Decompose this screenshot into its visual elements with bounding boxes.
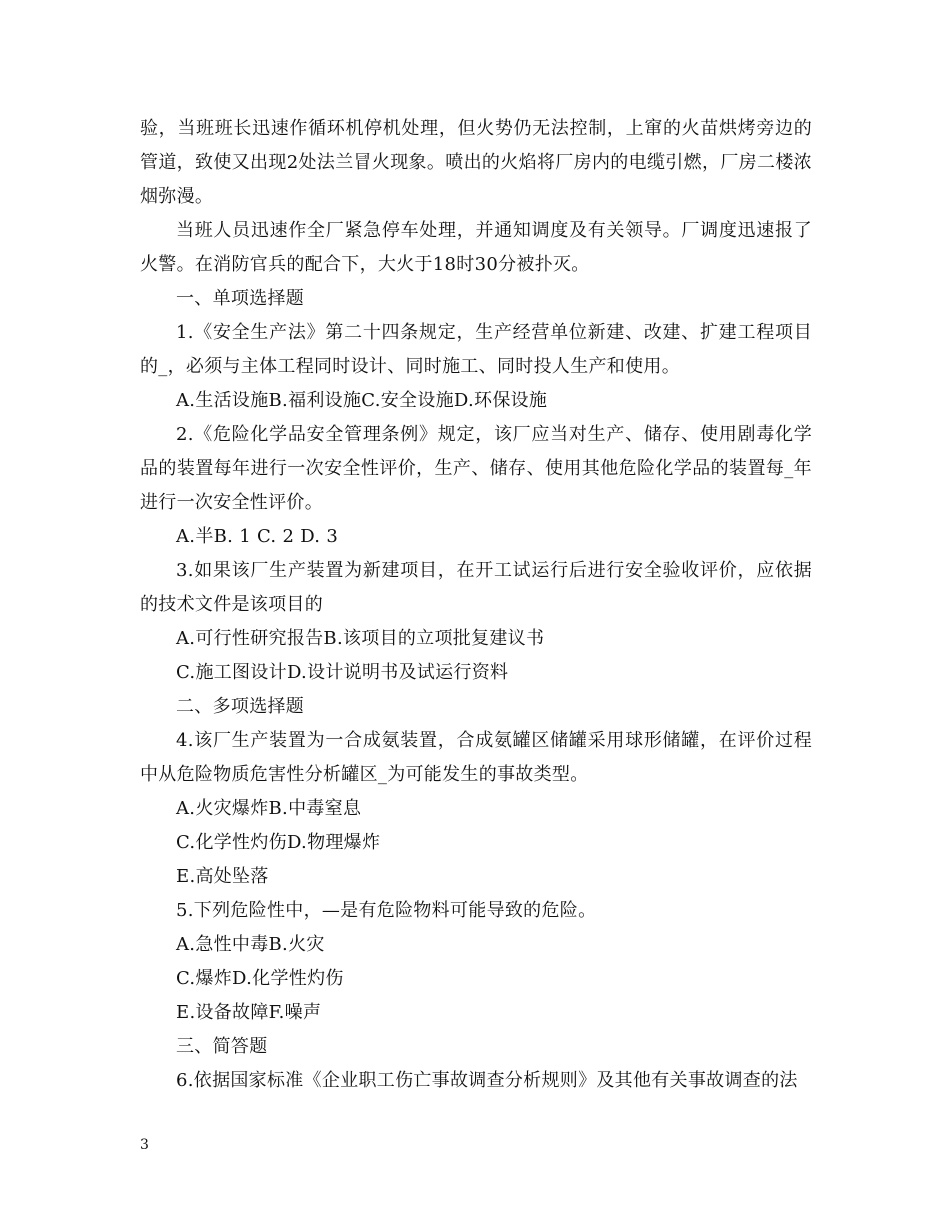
section-heading-multiple-choice: 二、多项选择题 [176, 696, 305, 717]
question-5-options-ef: E.设备故障F.噪声 [176, 1002, 322, 1023]
question-1-options: A.生活设施B.福利设施C.安全设施D.环保设施 [176, 390, 548, 411]
question-2: 2.《危险化学品安全管理条例》规定，该厂应当对生产、储存、使用剧毒化学品的装置每年进行一次安全性评价，生产、储存、使用其他危险化学品的装置每_年进行一次安全性评价。 [140, 424, 812, 513]
question-3-options-cd: C.施工图设计D.设计说明书及试运行资料 [176, 662, 509, 683]
question-6: 6.依据国家标准《企业职工伤亡事故调查分析规则》及其他有关事故调查的法 [176, 1070, 798, 1091]
question-4-options-cd: C.化学性灼伤D.物理爆炸 [176, 832, 381, 853]
section-heading-single-choice: 一、单项选择题 [176, 288, 305, 309]
paragraph-fire-continuation: 验，当班班长迅速作循环机停机处理，但火势仍无法控制，上窜的火苗烘烤旁边的管道，致使又出现2处法兰冒火现象。喷出的火焰将厂房内的电缆引燃，厂房二楼浓烟弥漫。 [140, 118, 812, 207]
question-4-options-e: E.高处坠落 [176, 866, 269, 887]
question-1: 1.《安全生产法》第二十四条规定，生产经营单位新建、改建、扩建工程项目的_，必须与主体工程同时设计、同时施工、同时投人生产和使用。 [140, 322, 812, 377]
question-5: 5.下列危险性中，—是有危险物料可能导致的危险。 [176, 900, 597, 921]
document-body [140, 112, 812, 1098]
page-number: 3 [140, 1137, 149, 1153]
question-4-options-ab: A.火灾爆炸B.中毒窒息 [176, 798, 362, 819]
question-3-options-ab: A.可行性研究报告B.该项目的立项批复建议书 [176, 628, 545, 649]
paragraph-emergency-shutdown: 当班人员迅速作全厂紧急停车处理，并通知调度及有关领导。厂调度迅速报了火警。在消防官兵的配合下，大火于18时30分被扑灭。 [140, 220, 812, 275]
question-5-options-ab: A.急性中毒B.火灾 [176, 934, 325, 955]
question-5-options-cd: C.爆炸D.化学性灼伤 [176, 968, 344, 989]
question-4: 4.该厂生产装置为一合成氨装置，合成氨罐区储罐采用球形储罐，在评价过程中从危险物质危害性分析罐区_为可能发生的事故类型。 [140, 730, 812, 785]
section-heading-short-answer: 三、简答题 [176, 1036, 268, 1057]
question-3: 3.如果该厂生产装置为新建项目，在开工试运行后进行安全验收评价，应依据的技术文件是该项目的 [140, 560, 812, 615]
question-2-options: A.半B. 1 C. 2 D. 3 [176, 526, 339, 547]
